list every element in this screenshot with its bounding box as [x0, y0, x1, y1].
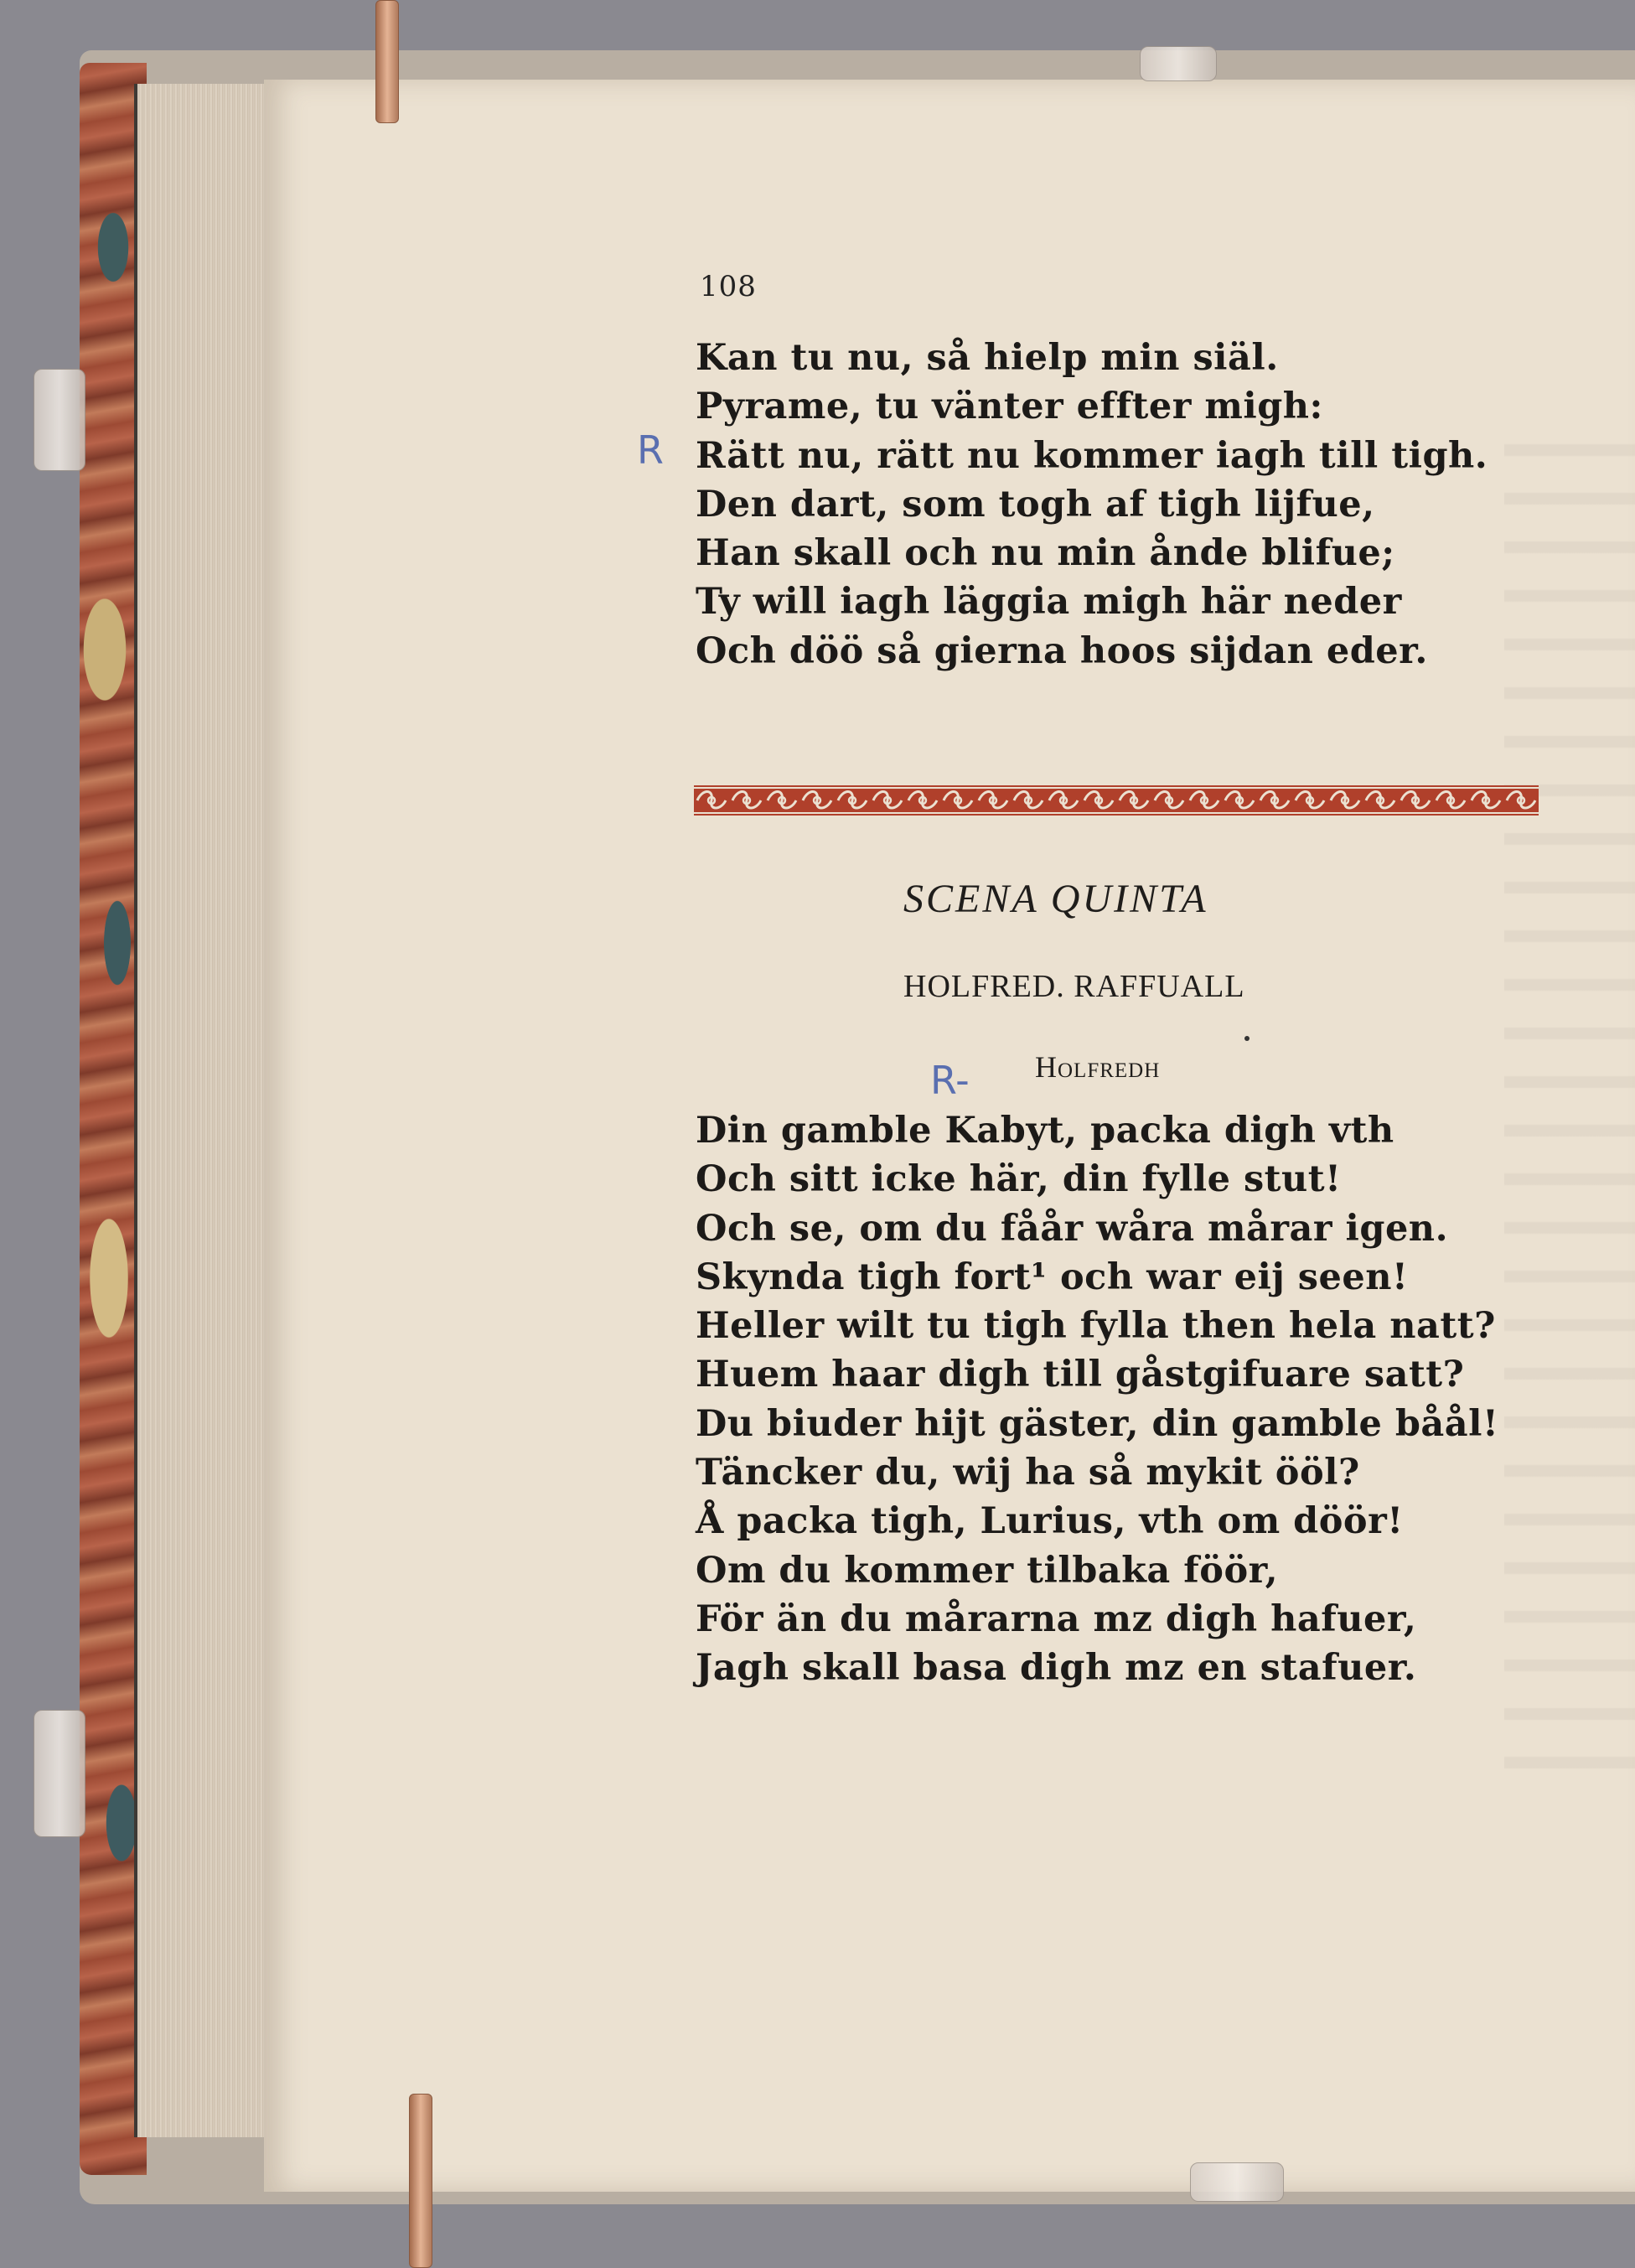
- book-pin-top: [375, 0, 399, 123]
- verse-bottom: [696, 1106, 1498, 1693]
- ornament-border: [694, 785, 1539, 816]
- scene-characters: HOLFRED. RAFFUALL: [903, 969, 1245, 1004]
- pencil-mark-top: R: [637, 427, 664, 473]
- verse-line: Den dart, som togh af tigh lijfue,: [696, 483, 1375, 526]
- show-through-text: [1504, 415, 1635, 1798]
- verse-line: Din gamble Kabyt, packa digh vth: [696, 1110, 1394, 1152]
- verse-line: Och döö så gierna hoos sijdan eder.: [696, 629, 1428, 672]
- ink-dot: [1244, 1036, 1250, 1041]
- verse-line: Pyrame, tu vänter effter migh:: [696, 386, 1323, 428]
- verse-line: Du biuder hijt gäster, din gamble båål!: [696, 1402, 1499, 1445]
- verse-top: [696, 334, 1488, 676]
- verse-line: Kan tu nu, så hielp min siäl.: [696, 337, 1279, 379]
- verse-line: Rätt nu, rätt nu kommer iagh till tigh.: [696, 434, 1488, 477]
- page-edges: [134, 84, 272, 2137]
- speaker-name: Holfredh: [1035, 1050, 1161, 1084]
- verse-line: Skynda tigh fort¹ och war eij seen!: [696, 1256, 1409, 1298]
- book-pin-bottom: [409, 2094, 432, 2268]
- verse-line: Täncker du, wij ha så mykit ööl?: [696, 1452, 1360, 1494]
- pencil-mark-speaker: R-: [930, 1058, 970, 1103]
- page-number: 108: [700, 270, 757, 303]
- verse-line: Och se, om du fåår wåra mårar igen.: [696, 1207, 1449, 1250]
- verse-line: För än du mårarna mz digh hafuer,: [696, 1597, 1417, 1640]
- verse-line: Jagh skall basa digh mz en stafuer.: [696, 1647, 1417, 1690]
- clip-left-top: [34, 369, 85, 471]
- verse-line: Och sitt icke här, din fylle stut!: [696, 1158, 1342, 1201]
- verse-line: Han skall och nu min ånde blifue;: [696, 532, 1395, 575]
- verse-line: Ty will iagh läggia migh här neder: [696, 581, 1402, 624]
- scene-title: SCENA QUINTA: [903, 877, 1208, 921]
- verse-line: Huem haar digh till gåstgifuare satt?: [696, 1354, 1465, 1396]
- verse-line: Heller wilt tu tigh fylla then hela natt?: [696, 1305, 1496, 1348]
- verse-line: Om du kommer tilbaka föör,: [696, 1549, 1279, 1592]
- ornament-pattern: [694, 785, 1539, 816]
- verse-line: Å packa tigh, Lurius, vth om döör!: [696, 1500, 1404, 1543]
- clip-top: [1140, 46, 1217, 81]
- clip-left-bottom: [34, 1710, 85, 1837]
- clip-bottom: [1190, 2162, 1284, 2202]
